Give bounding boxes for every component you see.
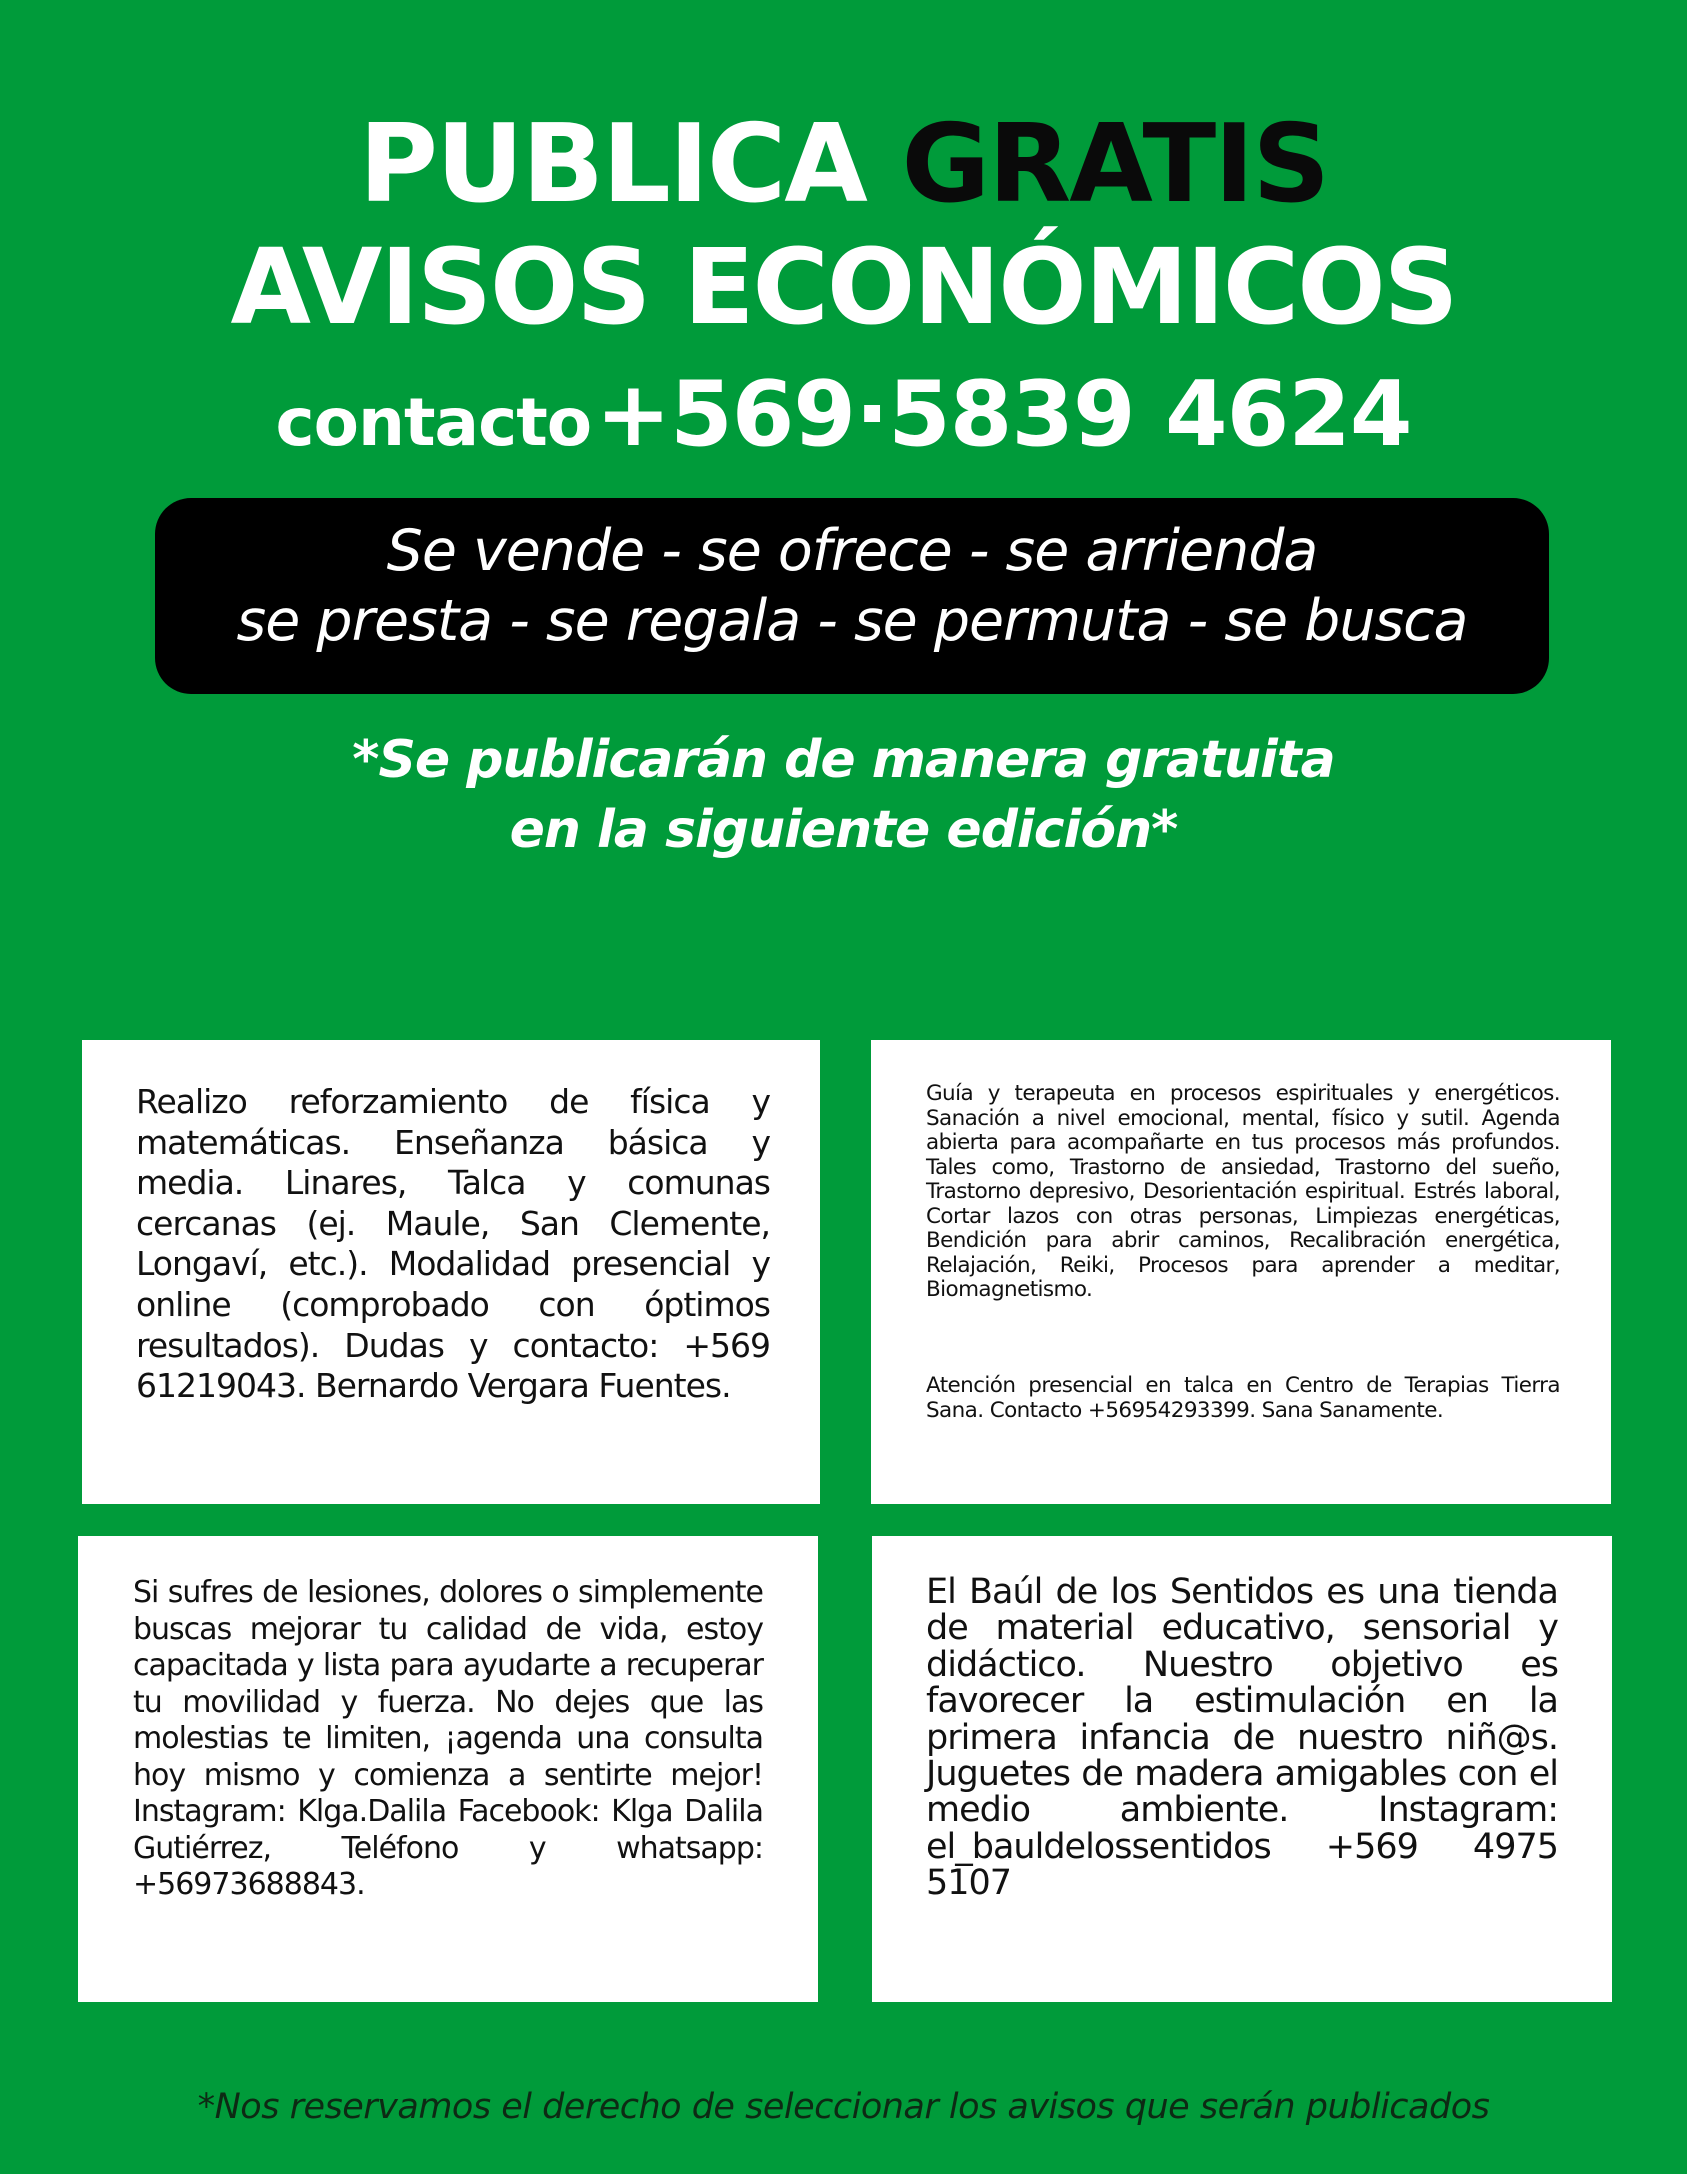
ad-types-banner — [155, 498, 1549, 694]
contact-line — [0, 360, 1687, 495]
ad-text-contact: Atención presencial en talca en Centro de Terapias Tierra Sana. Contacto +56954293399. Sana Sanamente. — [926, 1373, 1560, 1423]
ad-text: Guía y terapeuta en procesos espirituales y energéticos. Sanación a nivel emocional, mental, físico y sutil. Agenda abierta para acompañarte en tus procesos más profundos. Tales como, Trastorno de ansiedad, Trastorno del sueño, Trastorno depresivo, Desorientación espiritual. Estrés laboral, Cortar lazos con otras personas, Limpiezas energéticas, Bendición para abrir caminos, Recalibración energética, Relajación, Reiki, Procesos para aprender a meditar, Biomagnetismo. — [926, 1081, 1560, 1302]
footer-disclaimer: *Nos reservamos el derecho de seleccionar los avisos que serán publicados — [197, 2087, 1490, 2127]
classified-ad-toy-store — [872, 1536, 1612, 2002]
free-publication-notice-line-1: *Se publicarán de manera gratuita — [352, 730, 1335, 790]
ad-text: Si sufres de lesiones, dolores o simplemente buscas mejorar tu calidad de vida, estoy capacitada y lista para ayudarte a recuperar tu movilidad y fuerza. No dejes que las molestias te limiten, ¡agenda una consulta hoy mismo y comienza a sentirte mejor! Instagram: Klga.Dalila Facebook: Klga Dalila Gutiérrez, Teléfono y whatsapp: +56973688843. — [133, 1575, 763, 1902]
headline-publica-gratis — [0, 100, 1687, 230]
ad-text: Realizo reforzamiento de física y matemáticas. Enseñanza básica y media. Linares, Talca y comunas cercanas (ej. Maule, San Clemente, Longaví, etc.). Modalidad presencial y online (comprobado con óptimos resultados). Dudas y contacto: +569 61219043. Bernardo Vergara Fuentes. — [136, 1082, 770, 1406]
ad-types-line-2: se presta - se regala - se permuta - se busca — [236, 588, 1468, 654]
headline-word-publica: PUBLICA — [358, 102, 866, 227]
contact-label: contacto — [275, 384, 592, 461]
headline-avisos-economicos: AVISOS ECONÓMICOS — [230, 226, 1457, 348]
classified-ad-kinesiology — [78, 1536, 818, 2002]
free-publication-notice-line-2: en la siguiente edición* — [509, 800, 1178, 860]
classified-ad-therapist — [871, 1040, 1611, 1504]
ad-types-line-1: Se vende - se ofrece - se arrienda — [386, 518, 1318, 584]
headline-word-gratis: GRATIS — [901, 102, 1329, 227]
ad-text: El Baúl de los Sentidos es una tienda de material educativo, sensorial y didáctico. Nuestro objetivo es favorecer la estimulación en la primera infancia de nuestro niñ@s. Juguetes de madera amigables con el medio ambiente. Instagram: el_bauldelossentidos +569 4975 5107 — [926, 1572, 1558, 1904]
contact-phone: +569·5839 4624 — [595, 362, 1412, 467]
classified-ad-tutoring — [82, 1040, 820, 1504]
